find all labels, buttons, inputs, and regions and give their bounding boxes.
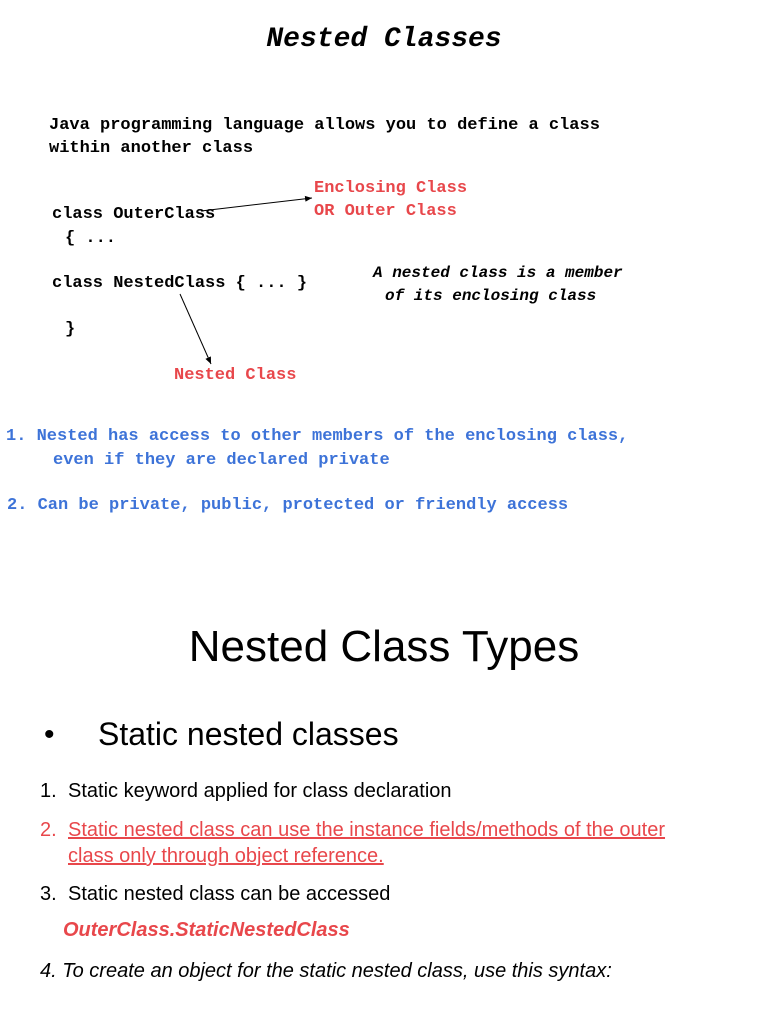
point-1 bbox=[6, 425, 628, 473]
item-3 bbox=[40, 881, 390, 907]
item-2-line-1: Static nested class can use the instance fields/methods of the outer bbox=[68, 819, 666, 841]
intro-line-1: Java programming language allows you to define a class bbox=[49, 116, 600, 135]
point-2: 2. Can be private, public, protected or friendly access bbox=[7, 496, 569, 515]
item-3-text: Static nested class can be accessed bbox=[68, 883, 391, 905]
code-open-brace: { ... bbox=[65, 229, 117, 248]
item-1-text: Static keyword applied for class declaration bbox=[68, 780, 452, 802]
point-1-line-1: Nested has access to other members of the enclosing class, bbox=[36, 427, 629, 446]
item-2-number: 2. bbox=[40, 819, 57, 841]
item-3-number: 3. bbox=[40, 883, 57, 905]
item-1 bbox=[40, 778, 452, 804]
point-1-number: 1. bbox=[6, 427, 27, 446]
item-4: 4. To create an object for the static nested class, use this syntax: bbox=[40, 960, 612, 982]
member-note-line-1: A nested class is a member bbox=[373, 264, 623, 282]
item-1-number: 1. bbox=[40, 780, 57, 802]
arrow-to-enclosing-label bbox=[201, 198, 312, 211]
intro-line-2: within another class bbox=[49, 139, 254, 158]
item-2 bbox=[40, 817, 665, 869]
enclosing-label-line-2: OR Outer Class bbox=[314, 202, 457, 221]
code-nested-class: class NestedClass { ... } bbox=[52, 274, 308, 293]
item-2-line-2: class only through object reference. bbox=[68, 845, 384, 867]
syntax-outerclass-staticnestedclass: OuterClass.StaticNestedClass bbox=[63, 919, 350, 941]
enclosing-label-line-1: Enclosing Class bbox=[314, 179, 468, 198]
point-1-line-2: even if they are declared private bbox=[53, 451, 390, 470]
bullet-dot: • bbox=[44, 718, 55, 751]
nested-class-label: Nested Class bbox=[174, 366, 297, 385]
bullet-static-nested-classes: Static nested classes bbox=[98, 716, 399, 752]
arrow-to-nested-label bbox=[180, 294, 211, 364]
slide1-title: Nested Classes bbox=[266, 24, 502, 55]
slide2-title: Nested Class Types bbox=[188, 622, 580, 671]
member-note-line-2: of its enclosing class bbox=[385, 287, 597, 305]
code-outer-class: class OuterClass bbox=[52, 205, 216, 224]
code-close-brace: } bbox=[65, 320, 76, 339]
